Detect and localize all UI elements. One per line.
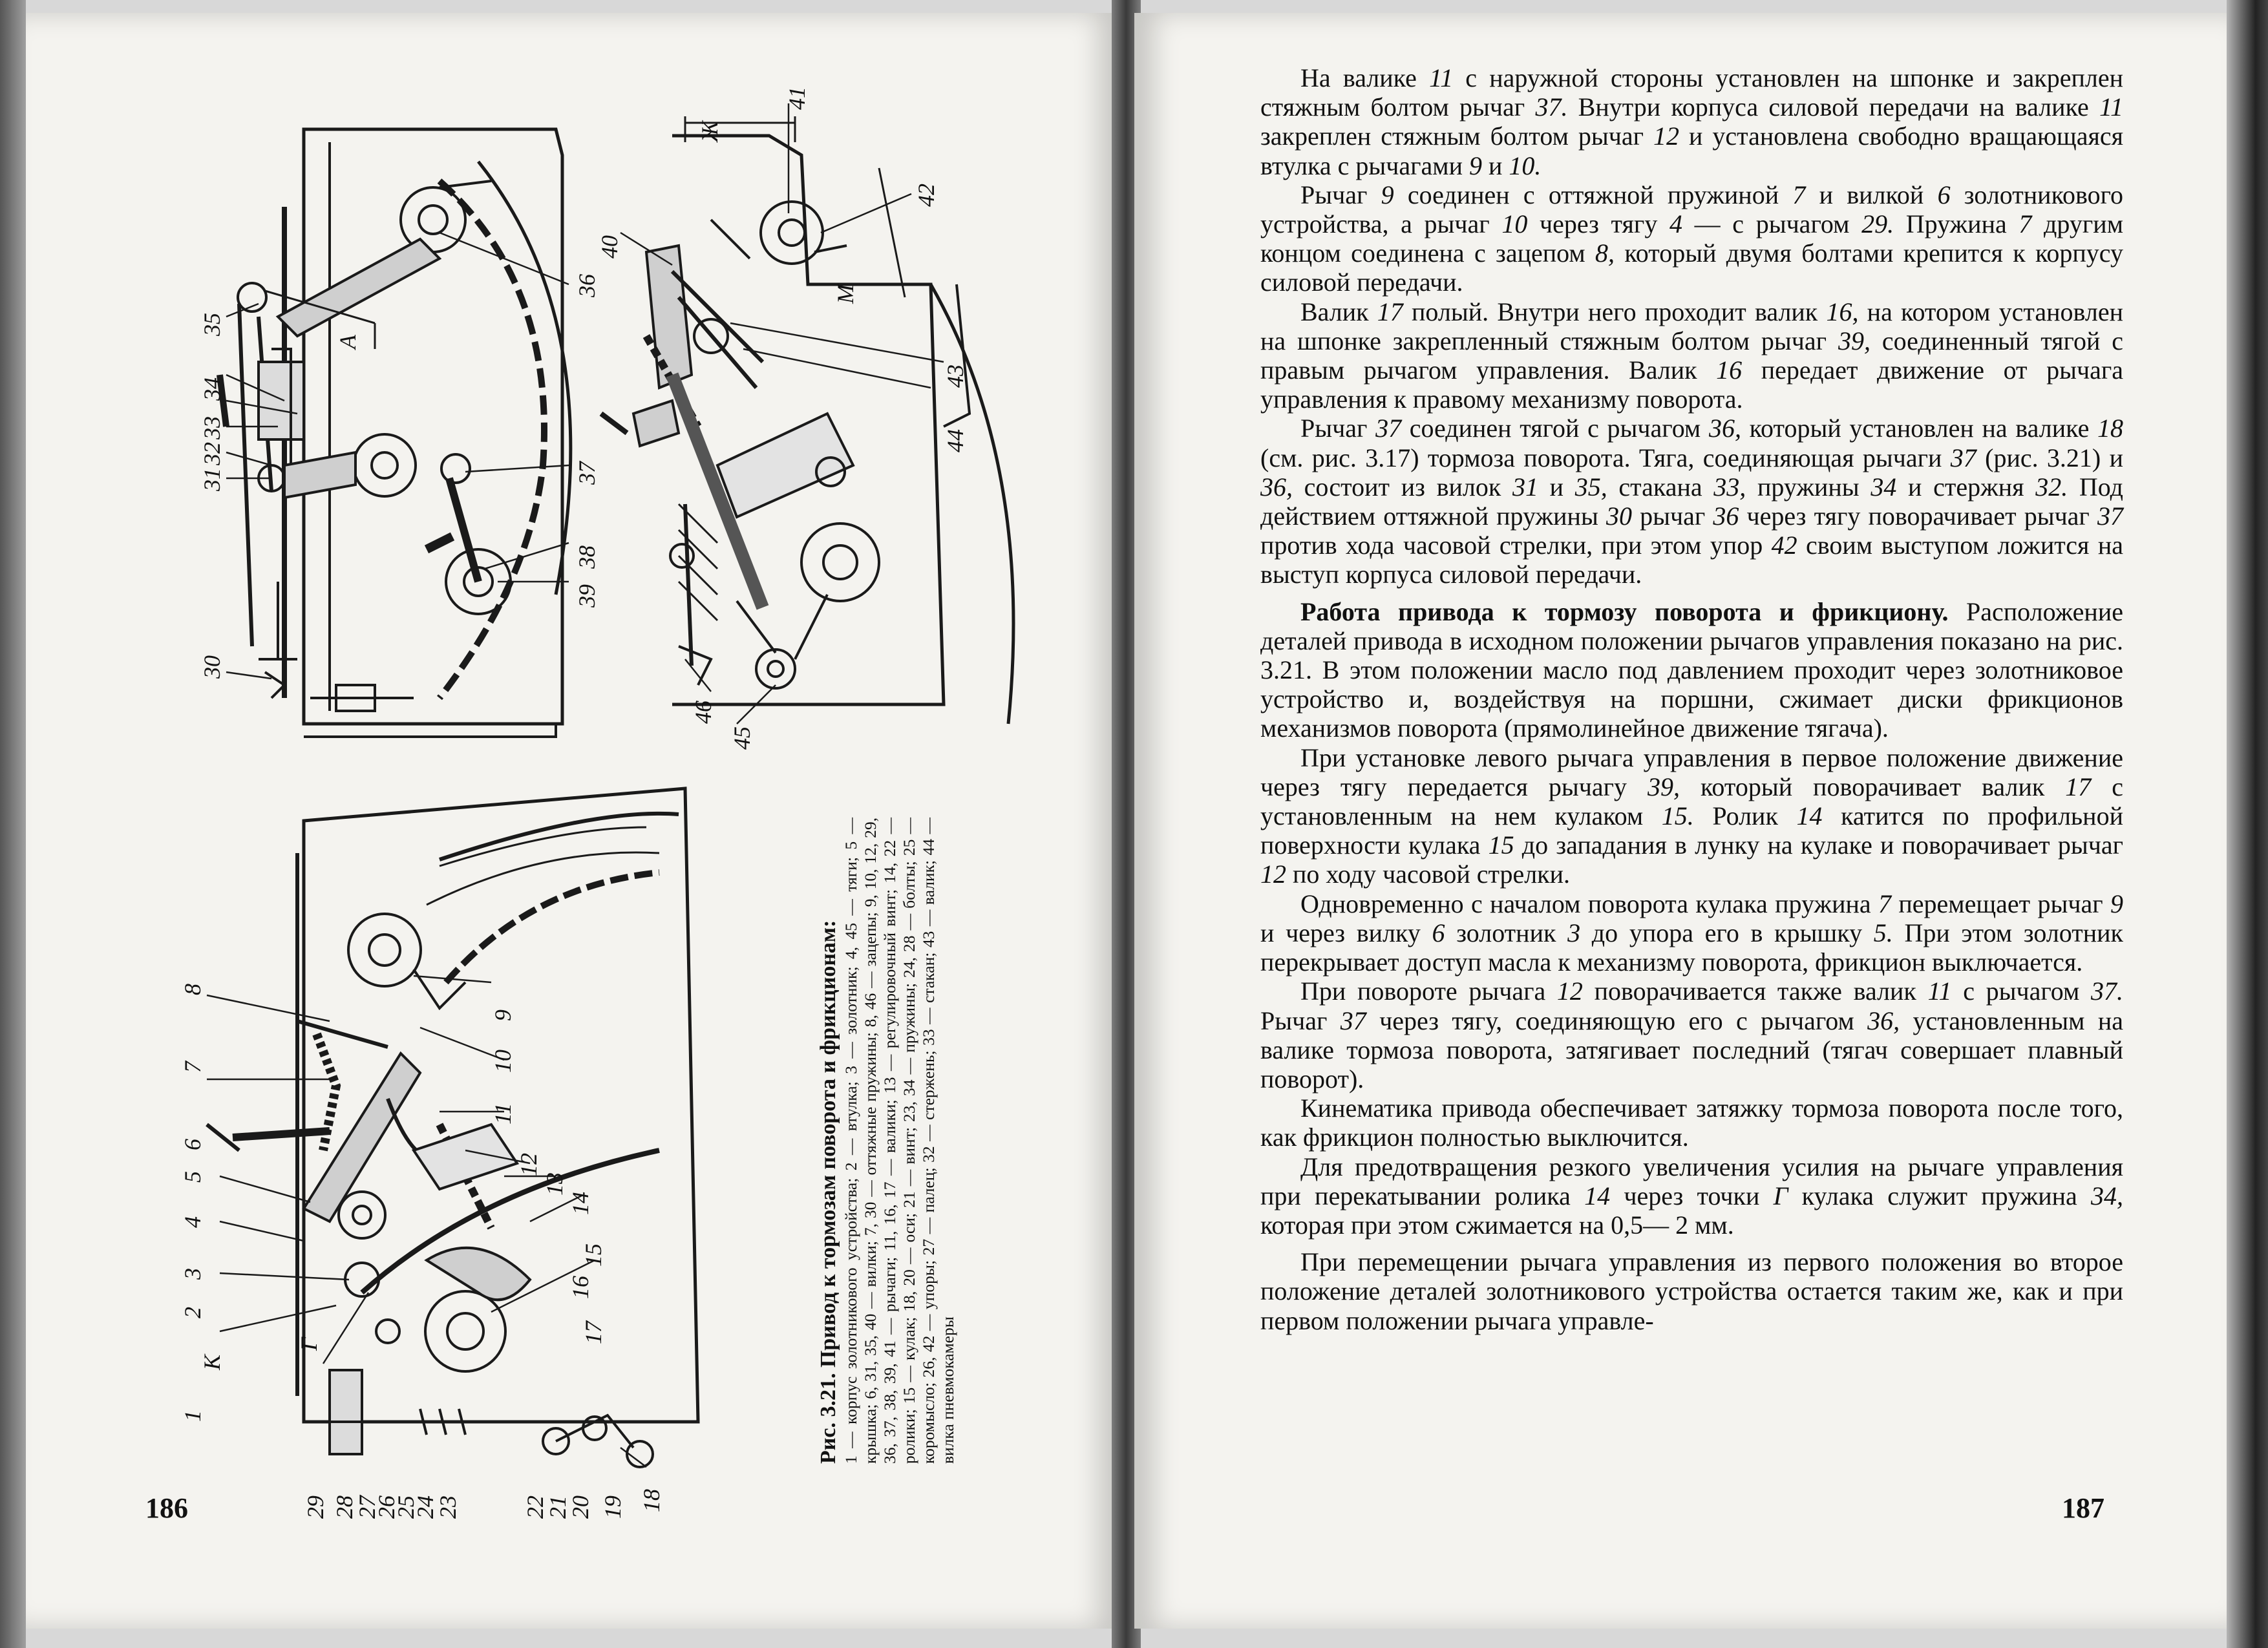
callout-label: К [199, 1355, 225, 1370]
paragraph: При перемещении рычага управления из первого положения во второе положение деталей золотникового устройства остается таким же, как и при первом положении рычага управле- [1260, 1247, 2123, 1335]
callout-label: 22 [522, 1495, 548, 1519]
callout-label: А [335, 335, 361, 349]
callout-label: 6 [180, 1139, 206, 1150]
paragraph: Кинематика привода обеспечивает затяжку тормоза поворота после того, как фрикцион полностью выключится. [1260, 1093, 2123, 1152]
callout-label: 17 [580, 1321, 606, 1344]
callout-label: 23 [435, 1495, 461, 1519]
callout-label: 18 [639, 1489, 664, 1512]
callout-label: 25 [393, 1495, 419, 1519]
callout-label: 15 [580, 1243, 606, 1267]
callout-label: 5 [180, 1171, 206, 1183]
callout-label: 7 [180, 1061, 206, 1073]
paragraph: Для предотвращения резкого увеличения усилия на рычаге управления при перекатывании ролика 14 через точки Г кулака служит пружина 34, которая при этом сжимается на 0,5— 2 мм. [1260, 1152, 2124, 1240]
callout-label: Г [296, 1337, 322, 1351]
callout-label: 30 [199, 655, 225, 679]
left-book-edge [0, 0, 26, 1648]
callout-label: 44 [942, 429, 968, 452]
callout-label: 14 [567, 1192, 593, 1215]
callout-label: 40 [597, 235, 622, 259]
callout-label: 31 [199, 468, 225, 491]
left-page [26, 13, 1118, 1629]
paragraph: Одновременно с началом поворота кулака пружина 7 перемещает рычаг 9 и через вилку 6 золотник 3 до упора его в крышку 5. При этом золотник перекрывает доступ масла к механизму поворота, фрикцион выключается. [1260, 889, 2124, 977]
callout-label: Ж [697, 121, 723, 142]
callout-label: 12 [516, 1153, 542, 1176]
top-view-drawing [220, 129, 571, 737]
callout-label: 9 [490, 1009, 516, 1021]
page-number-left: 186 [145, 1492, 188, 1524]
callout-label: 46 [690, 701, 716, 724]
right-book-edge [2227, 0, 2268, 1648]
right-page [1134, 13, 2227, 1629]
callout-label: 3 [180, 1268, 206, 1280]
callout-label: 39 [574, 584, 600, 607]
bottom-view-drawing [207, 788, 698, 1467]
callout-label: 19 [600, 1495, 626, 1519]
paragraph: На валике 11 с наружной стороны установлен на шпонке и закреплен стяжным болтом рычаг 37. Внутри корпуса силовой передачи на валике 11 закреплен стяжным болтом рычаг 12 и установлена свободно вращающаяся втулка с рычагами 9 и 10. [1260, 63, 2124, 180]
callout-label: 20 [567, 1495, 593, 1519]
callout-label: 8 [180, 984, 206, 995]
paragraph: Рычаг 37 соединен тягой с рычагом 36, который установлен на валике 18 (см. рис. 3.17) тормоза поворота. Тяга, соединяющая рычаги 37 (рис. 3.21) и 36, состоит из вилок 31 и 35, стакана 33, пружины 34 и стержня 32. Под действием оттяжной пружины 30 рычаг 36 через тягу поворачивает рычаг 37 против хода часовой стрелки, при этом упор 42 своим выступом ложится на выступ корпуса силовой передачи. [1260, 414, 2124, 589]
callout-label: 2 [180, 1307, 206, 1318]
figure-caption [816, 818, 958, 1464]
body-text [1260, 63, 2123, 1335]
callout-label: 33 [199, 416, 225, 439]
callout-label: 32 [199, 442, 225, 465]
callout-label: 24 [412, 1495, 438, 1519]
page-number-right: 187 [2062, 1492, 2104, 1524]
paragraph: При повороте рычага 12 поворачивается также валик 11 с рычагом 37. Рычаг 37 через тягу, соединяющую его с рычагом 36, установленным на валике тормоза поворота, затягивает последний (тягач совершает плавный поворот). [1260, 977, 2124, 1093]
callout-label: 26 [374, 1495, 399, 1519]
caption-title: Рис. 3.21. Привод к тормозам поворота и фрикционам: [816, 920, 840, 1464]
callout-label: 27 [354, 1495, 380, 1519]
callout-label: 11 [490, 1103, 516, 1125]
paragraph: При установке левого рычага управления в первое положение движение через тягу передается рычагу 39, который поворачивает валик 17 с установленным на нем кулаком 15. Ролик 14 катится по профильной поверхности кулака 15 до западания в лунку на кулаке и поворачивает рычаг 12 по ходу часовой стрелки. [1260, 743, 2123, 889]
paragraph: Рычаг 9 соединен с оттяжной пружиной 7 и вилкой 6 золотникового устройства, а рычаг 10 через тягу 4 — с рычагом 29. Пружина 7 другим концом соединена с зацепом 8, который двумя болтами крепится к корпусу силовой передачи. [1260, 180, 2124, 297]
callout-label: 35 [199, 313, 225, 336]
callout-label: 38 [574, 545, 600, 569]
callout-label: 4 [180, 1216, 206, 1228]
callout-label: 42 [913, 184, 939, 207]
callout-label: 1 [180, 1410, 206, 1422]
callout-label: 10 [490, 1050, 516, 1073]
callout-label: 21 [545, 1495, 571, 1519]
callout-label: 43 [942, 364, 968, 388]
callout-label: М [832, 284, 858, 304]
callout-label: 16 [567, 1276, 593, 1299]
callout-label: 29 [302, 1495, 328, 1519]
callout-label: 41 [784, 87, 810, 110]
callout-label: 37 [574, 461, 600, 485]
callout-label: 28 [332, 1495, 357, 1519]
callout-label: 36 [574, 274, 600, 297]
callout-label: 45 [729, 726, 755, 750]
caption-body: 1 — корпус золотникового устройства; 2 — втулка; 3 — золотник; 4, 45 — тяги; 5 — крышка; 6, 31, 35, 40 — вилки; 7, 30 — оттяжные пружины; 8, 46 — зацепы; 9, 10, 12, 29, 36, 37, 38, 39, 41 — рычаги; 11, 16, 17 — валики; 13 — регулировочный винт; 14, 22 — ролики; 15 — кулак; 18, 20 — оси; 21 — винт; 23, 34 — пружины; 24, 28 — болты; 25 — коромысло; 26, 42 — упоры; 27 — палец; 32 — стержень; 33 — стакан; 43 — валик; 44 — вилка пневмокамеры [842, 818, 957, 1464]
callout-label: 34 [199, 377, 225, 401]
paragraph: Работа привода к тормозу поворота и фрикциону. Расположение деталей привода в исходном положении рычагов управления показано на рис. 3.21. В этом положении масло под давлением проходит через золотниковое устройство и, воздействуя на поршни, сжимает диски фрикционов механизмов поворота (прямолинейное движение тягача). [1260, 597, 2123, 743]
side-view-drawing [601, 116, 1013, 724]
paragraph: Валик 17 полый. Внутри него проходит валик 16, на котором установлен на шпонке закрепленный стяжным болтом рычаг 39, соединенный тягой с правым рычагом управления. Валик 16 передает движение от рычага управления к правому механизму поворота. [1260, 297, 2124, 414]
callout-label: 13 [542, 1172, 567, 1196]
